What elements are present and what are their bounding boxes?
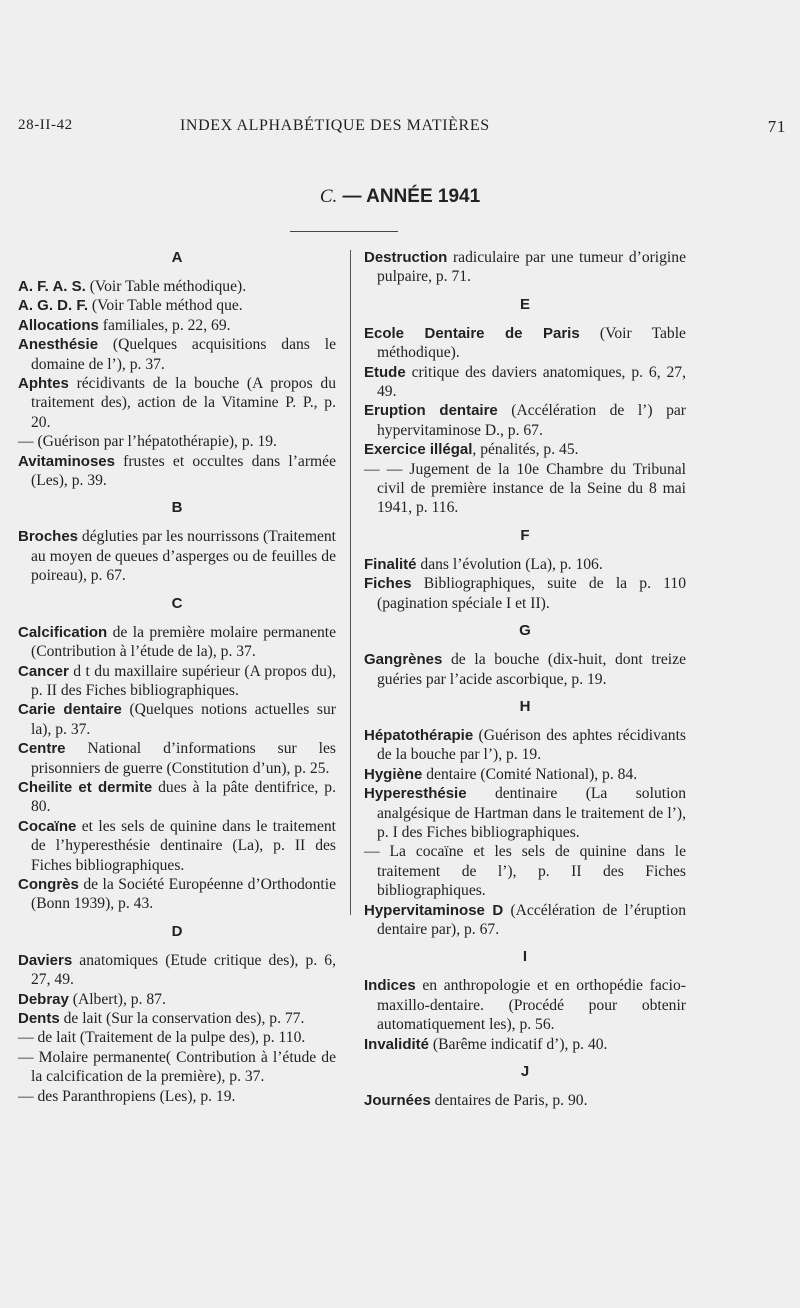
section-letter: D: [171, 922, 183, 940]
entry-text: (Voir Table méthod que.: [88, 297, 243, 315]
section-letter: G: [519, 622, 531, 640]
index-entry: [18, 1028, 336, 1047]
index-entry: [18, 374, 336, 432]
entry-text: d t du maxillaire supérieur (A propos du), p. II des Fiches bibliographiques.: [31, 662, 336, 699]
entry-heading: Calcification: [18, 623, 108, 641]
section-letter: I: [522, 948, 528, 966]
index-entry: [18, 296, 336, 315]
entry-text: — — Jugement de la 10e Chambre du Tribunal civil de première instance de la Seine du 8 mai 1941, p. 116.: [364, 460, 686, 517]
left-column: [18, 248, 336, 1106]
index-entry: [18, 527, 336, 585]
index-entry: [364, 248, 686, 287]
page-number: 71: [767, 117, 786, 136]
section-letter: H: [519, 697, 531, 715]
entry-text: (Guérison des aphtes récidivants de la bouche par l’), p. 19.: [377, 726, 686, 764]
index-entry: [18, 277, 336, 296]
index-entry: [364, 1091, 686, 1110]
entry-heading: Hygiène: [364, 765, 423, 783]
entry-text: de la bouche (dix-huit, dont treize guéries par l’acide ascorbique, p. 19.: [377, 651, 686, 688]
entry-heading: Fiches: [364, 575, 412, 593]
section-year: — ANNÉE 1941: [342, 186, 481, 207]
entry-heading: Cheilite et dermite: [18, 778, 153, 796]
header-date: 28-II-42: [18, 117, 73, 133]
section-letter: B: [171, 499, 183, 517]
entry-text: Bibliographiques, suite de la p. 110 (pagination spéciale I et II).: [377, 575, 686, 612]
index-entry: [364, 574, 686, 613]
entry-text: de la première molaire permanente (Contribution à l’étude de la), p. 37.: [31, 623, 336, 661]
section-prefix: C.: [319, 186, 338, 207]
section-letter: C: [171, 594, 183, 612]
entry-heading: Ecole Dentaire de Paris: [364, 324, 580, 342]
entry-heading: Exercice illégal: [364, 441, 473, 459]
section-letter: E: [519, 295, 530, 313]
entry-text: de lait (Sur la conservation des), p. 77.: [59, 1010, 305, 1027]
entry-heading: Carie dentaire: [18, 701, 122, 719]
index-entry: [18, 817, 336, 875]
entry-text: (Barême indicatif d’), p. 40.: [429, 1035, 608, 1053]
section-letter: J: [520, 1063, 530, 1080]
entry-heading: Allocations: [18, 316, 99, 334]
index-entry: [18, 316, 336, 335]
entry-heading: Indices: [364, 977, 416, 995]
entry-text: dentaire (Comité National), p. 84.: [422, 765, 638, 783]
entry-heading: Invalidité: [364, 1035, 430, 1053]
entry-text: — La cocaïne et les sels de quinine dans le traitement de l’), p. II des Fiches bibliographiques.: [364, 843, 686, 900]
entry-text: récidivants de la bouche (A propos du traitement des), action de la Vitamine P. P., p. 20.: [31, 375, 336, 431]
entry-heading: Hépatothérapie: [364, 726, 474, 744]
index-entry: [18, 778, 336, 817]
index-entry: [18, 1048, 336, 1087]
entry-heading: Hyperesthésie: [364, 785, 467, 803]
entry-text: National d’informations sur les prisonniers de guerre (Constitution d’un), p. 25.: [31, 740, 336, 777]
entry-heading: Centre: [18, 740, 66, 758]
entry-text: dans l’évolution (La), p. 106.: [416, 555, 603, 573]
entry-text: — (Guérison par l’hépatothérapie), p. 19.: [18, 433, 277, 451]
index-entry: [18, 1009, 336, 1028]
entry-heading: Etude: [364, 363, 406, 381]
entry-text: dégluties par les nourrissons (Traitement au moyen de queues d’asperges ou de feuilles de poireau), p. 67.: [31, 528, 337, 585]
index-entry: [364, 650, 686, 689]
entry-text: (Quelques notions actuelles sur la), p. 37.: [31, 701, 336, 738]
entry-text: dentaires de Paris, p. 90.: [430, 1092, 588, 1109]
entry-text: anatomiques (Etude critique des), p. 6, 27, 49.: [31, 951, 336, 989]
index-entry: [364, 765, 686, 784]
entry-heading: Eruption dentaire: [364, 402, 498, 420]
header-title: INDEX ALPHABÉTIQUE DES MATIÈRES: [180, 117, 490, 134]
index-entry: [364, 901, 686, 940]
section-title: [0, 186, 800, 208]
entry-text: critique des daviers anatomiques, p. 6, 27, 49.: [377, 363, 686, 401]
index-entry: [18, 951, 336, 990]
entry-text: (Accélération de l’éruption dentaire par), p. 67.: [377, 901, 686, 938]
entry-text: dues à la pâte dentifrice, p. 80.: [31, 778, 336, 816]
entry-heading: A. G. D. F.: [18, 297, 89, 315]
entry-text: — des Paranthropiens (Les), p. 19.: [18, 1087, 236, 1105]
title-rule: [290, 231, 398, 232]
index-entry: [364, 976, 686, 1034]
entry-text: frustes et occultes dans l’armée (Les), p. 39.: [31, 452, 336, 490]
index-entry: [364, 363, 686, 402]
index-entry: [364, 324, 686, 363]
index-entry: [18, 875, 336, 914]
entry-text: (Albert), p. 87.: [68, 990, 166, 1008]
entry-text: radiculaire par une tumeur d’origine pulpaire, p. 71.: [377, 249, 686, 286]
entry-heading: Finalité: [364, 555, 417, 573]
entry-heading: Daviers: [18, 951, 73, 969]
entry-heading: Congrès: [18, 875, 79, 893]
entry-text: — de lait (Traitement de la pulpe des), p. 110.: [18, 1029, 306, 1047]
section-letter: F: [520, 526, 530, 544]
entry-heading: Cancer: [18, 662, 69, 680]
entry-heading: Hypervitaminose D: [364, 901, 504, 919]
index-entry: [18, 990, 336, 1009]
entry-text: de la Société Européenne d’Orthodontie (Bonn 1939), p. 43.: [31, 875, 336, 913]
index-entry: [364, 401, 686, 440]
index-entry: [18, 432, 336, 451]
entry-text: , pénalités, p. 45.: [472, 441, 579, 459]
entry-heading: Journées: [364, 1092, 431, 1109]
entry-heading: Anesthésie: [18, 336, 99, 354]
entry-heading: Avitaminoses: [18, 452, 115, 470]
entry-text: (Voir Table méthodique).: [377, 324, 686, 362]
index-entry: [18, 700, 336, 739]
entry-heading: Cocaïne: [18, 817, 77, 835]
index-entry: [364, 784, 686, 842]
index-entry: [364, 555, 686, 574]
entry-heading: Debray: [18, 990, 69, 1008]
index-entry: [18, 739, 336, 778]
running-header: [18, 117, 786, 141]
entry-text: (Quelques acquisitions dans le domaine de l’), p. 37.: [31, 336, 336, 373]
index-entry: [18, 1087, 336, 1106]
entry-text: dentinaire (La solution analgésique de Hartman dans le traitement de l’), p. I des Fiches bibliographiques.: [377, 785, 686, 841]
entry-text: et les sels de quinine dans le traitement de l’hyperesthésie dentinaire (La), p. II des Fiches bibliographiques.: [31, 817, 336, 874]
index-entry: [364, 726, 686, 765]
entry-heading: Aphtes: [18, 375, 69, 393]
entry-heading: Gangrènes: [364, 651, 443, 669]
entry-heading: A. F. A. S.: [18, 278, 86, 295]
entry-text: familiales, p. 22, 69.: [98, 316, 231, 334]
entry-text: — Molaire permanente( Contribution à l’étude de la calcification de la première), p. 37.: [18, 1048, 336, 1086]
entry-text: (Voir Table méthodique).: [85, 278, 247, 295]
index-entry: [18, 623, 336, 662]
column-divider: [350, 250, 351, 915]
section-letter: A: [171, 249, 183, 266]
entry-text: en anthropologie et en orthopédie facio-maxillo-dentaire. (Procédé pour obtenir automatiquement les), p. 56.: [377, 977, 686, 1034]
index-entry: [364, 842, 686, 900]
right-column: [364, 248, 686, 1110]
index-entry: [364, 1035, 686, 1054]
index-entry: [18, 335, 336, 374]
index-entry: [18, 452, 336, 491]
entry-text: (Accélération de l’) par hypervitaminose D., p. 67.: [377, 402, 686, 439]
entry-heading: Dents: [18, 1010, 60, 1027]
index-entry: [364, 460, 686, 518]
index-entry: [18, 662, 336, 701]
entry-heading: Destruction: [364, 249, 448, 266]
index-entry: [364, 440, 686, 459]
entry-heading: Broches: [18, 528, 79, 546]
